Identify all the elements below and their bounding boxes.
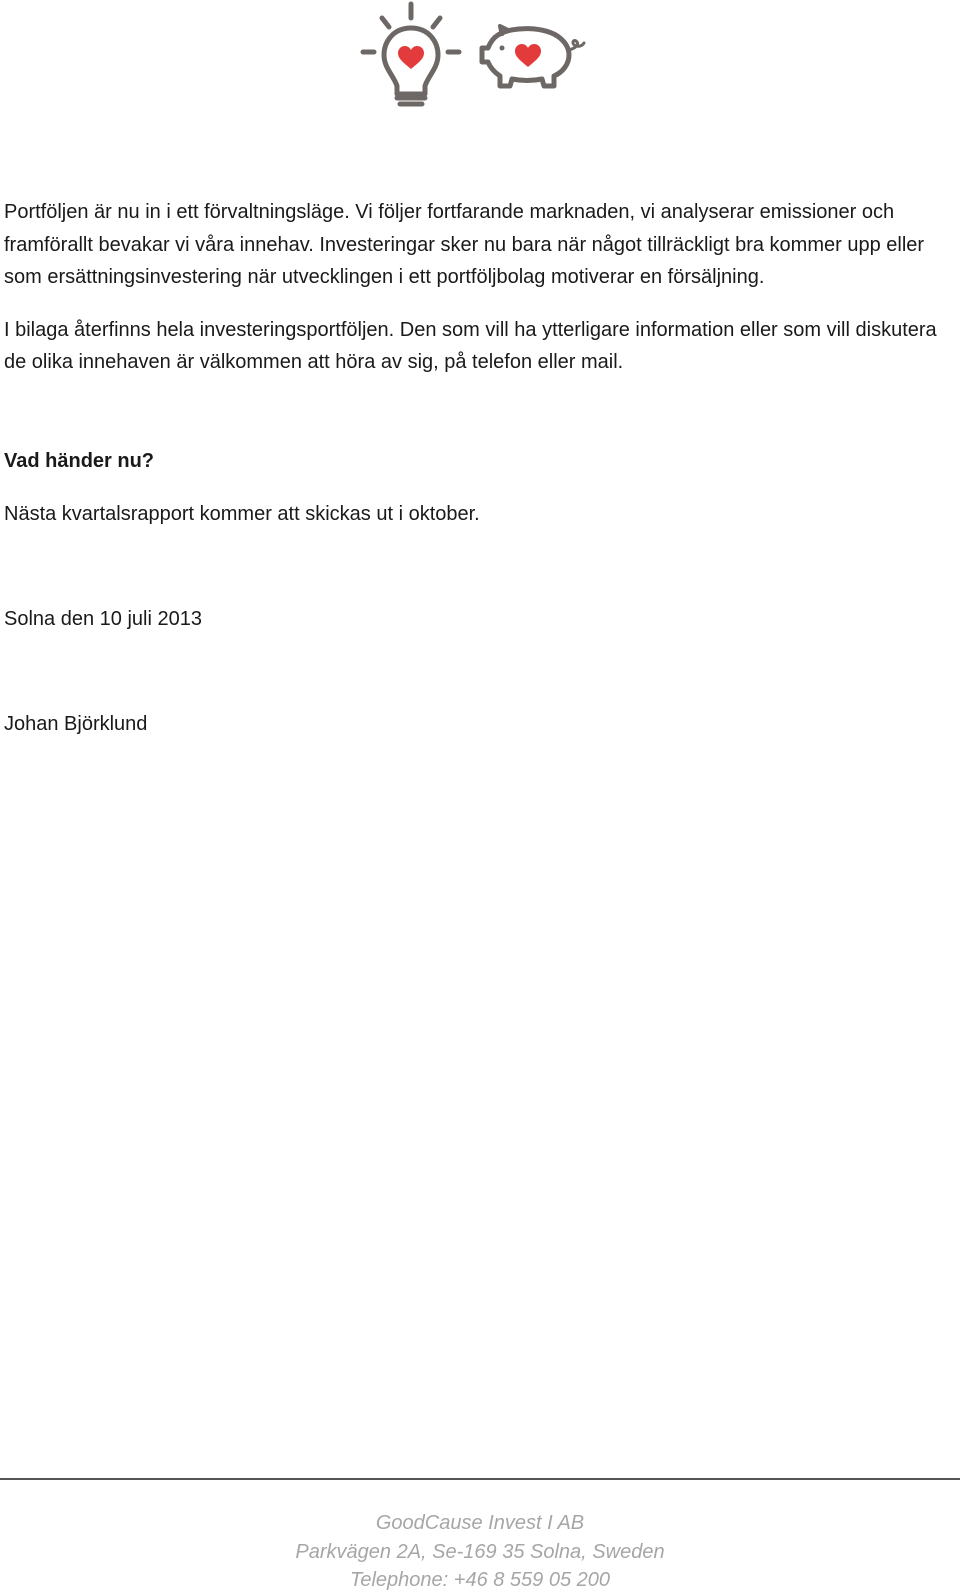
letter-body <box>4 196 944 379</box>
paragraph-attachment-info: I bilaga återfinns hela investeringsportföljen. Den som vill ha ytterligare information eller som vill diskutera de olika innehaven är välkommen att höra av sig, på telefon eller mail. <box>4 318 937 373</box>
footer-divider <box>0 1478 960 1480</box>
paragraph-portfolio-status: Portföljen är nu in i ett förvaltningsläge. Vi följer fortfarande marknaden, vi analyserar emissioner och framförallt bevakar vi våra innehav. Investeringar sker nu bara när något tillräckligt bra kommer upp eller som ersättningsinvestering när utvecklingen i ett portföljbolag motiverar en försäljning. <box>4 201 925 288</box>
company-logo <box>360 0 590 120</box>
footer-telephone: Telephone: +46 8 559 05 200 <box>349 1569 611 1591</box>
next-report-text: Nästa kvartalsrapport kommer att skickas ut i oktober. <box>4 503 480 525</box>
footer-address: Parkvägen 2A, Se-169 35 Solna, Sweden <box>295 1540 665 1563</box>
place-and-date: Solna den 10 juli 2013 <box>4 608 202 630</box>
piggy-bank-heart-icon <box>482 26 584 86</box>
footer-company: GoodCause Invest I AB <box>375 1512 585 1534</box>
lightbulb-heart-icon <box>363 4 459 104</box>
signature-name: Johan Björklund <box>4 713 148 735</box>
section-heading: Vad händer nu? <box>4 450 155 472</box>
page-footer <box>0 1509 960 1595</box>
